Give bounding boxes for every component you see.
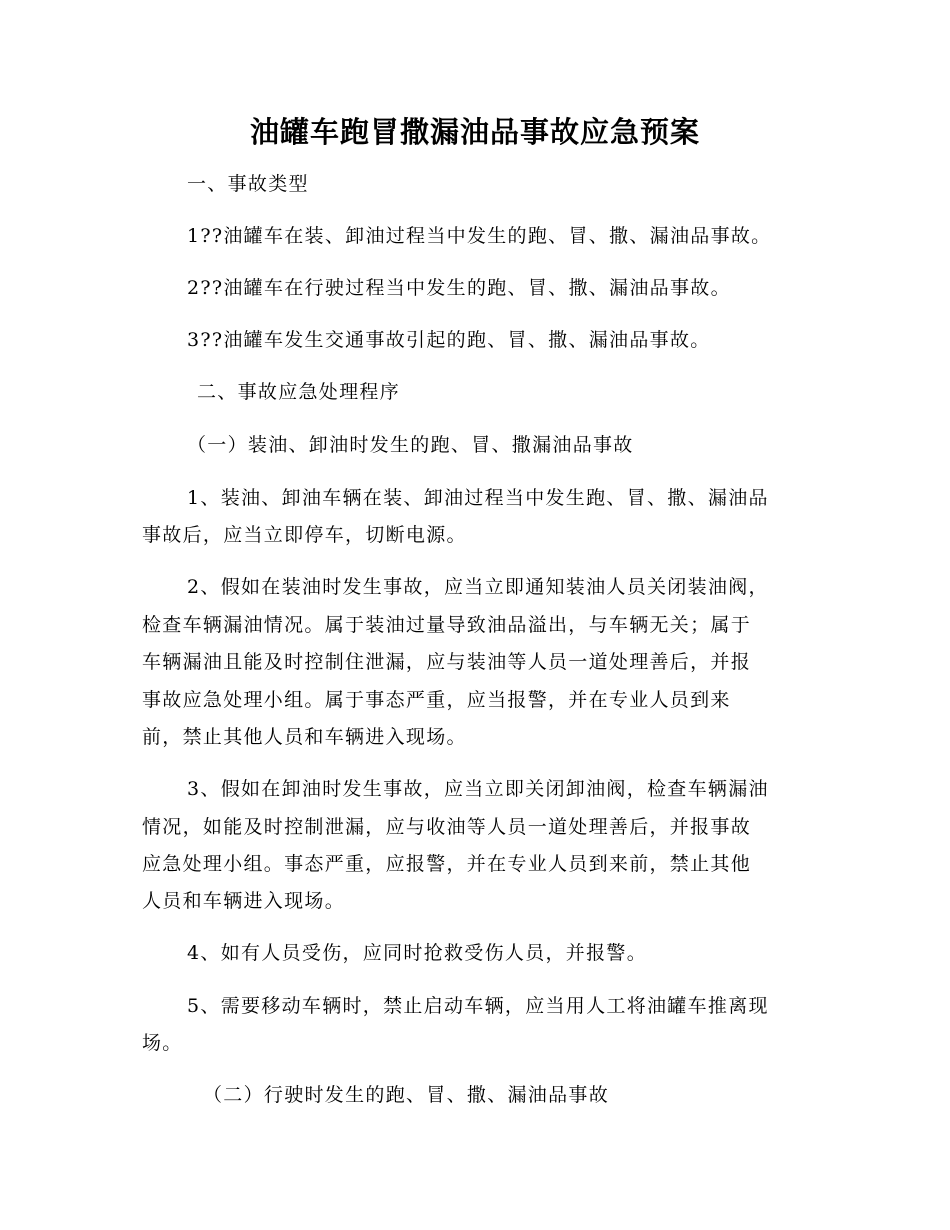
paragraph-line: 人员和车辆进入现场。 bbox=[142, 890, 346, 912]
paragraph-line: 4、如有人员受伤，应同时抢救受伤人员，并报警。 bbox=[187, 942, 647, 964]
paragraph-line: 1??油罐车在装、卸油过程当中发生的跑、冒、撒、漏油品事故。 bbox=[187, 225, 772, 247]
paragraph-line: 车辆漏油且能及时控制住泄漏，应与装油等人员一道处理善后，并报 bbox=[142, 651, 752, 673]
paragraph-line: 事故后，应当立即停车，切断电源。 bbox=[142, 524, 467, 546]
section-heading: 二、事故应急处理程序 bbox=[197, 381, 401, 403]
paragraph-line: 2??油罐车在行驶过程当中发生的跑、冒、撒、漏油品事故。 bbox=[187, 277, 731, 299]
paragraph-line: 应急处理小组。事态严重，应报警，并在专业人员到来前，禁止其他 bbox=[142, 853, 752, 875]
paragraph-line: 3、假如在卸油时发生事故，应当立即关闭卸油阀，检查车辆漏油 bbox=[187, 778, 769, 800]
paragraph-line: 1、装油、卸油车辆在装、卸油过程当中发生跑、冒、撒、漏油品 bbox=[187, 487, 769, 509]
paragraph-line: 情况，如能及时控制泄漏，应与收油等人员一道处理善后，并报事故 bbox=[142, 816, 752, 838]
paragraph-line: 检查车辆漏油情况。属于装油过量导致油品溢出，与车辆无关；属于 bbox=[142, 614, 752, 636]
paragraph-line: 2、假如在装油时发生事故，应当立即通知装油人员关闭装油阀， bbox=[187, 576, 769, 598]
subsection-heading: （一）装油、卸油时发生的跑、冒、撒漏油品事故 bbox=[187, 434, 634, 456]
paragraph-line: 5、需要移动车辆时，禁止启动车辆，应当用人工将油罐车推离现 bbox=[187, 995, 769, 1017]
section-heading: 一、事故类型 bbox=[187, 173, 309, 195]
paragraph-line: 前，禁止其他人员和车辆进入现场。 bbox=[142, 726, 467, 748]
document-title: 油罐车跑冒撒漏油品事故应急预案 bbox=[249, 115, 700, 149]
paragraph-line: 3??油罐车发生交通事故引起的跑、冒、撒、漏油品事故。 bbox=[187, 329, 711, 351]
paragraph-line: 事故应急处理小组。属于事态严重，应当报警，并在专业人员到来 bbox=[142, 689, 731, 711]
subsection-heading: （二）行驶时发生的跑、冒、撒、漏油品事故 bbox=[203, 1084, 610, 1106]
paragraph-line: 场。 bbox=[142, 1032, 183, 1054]
